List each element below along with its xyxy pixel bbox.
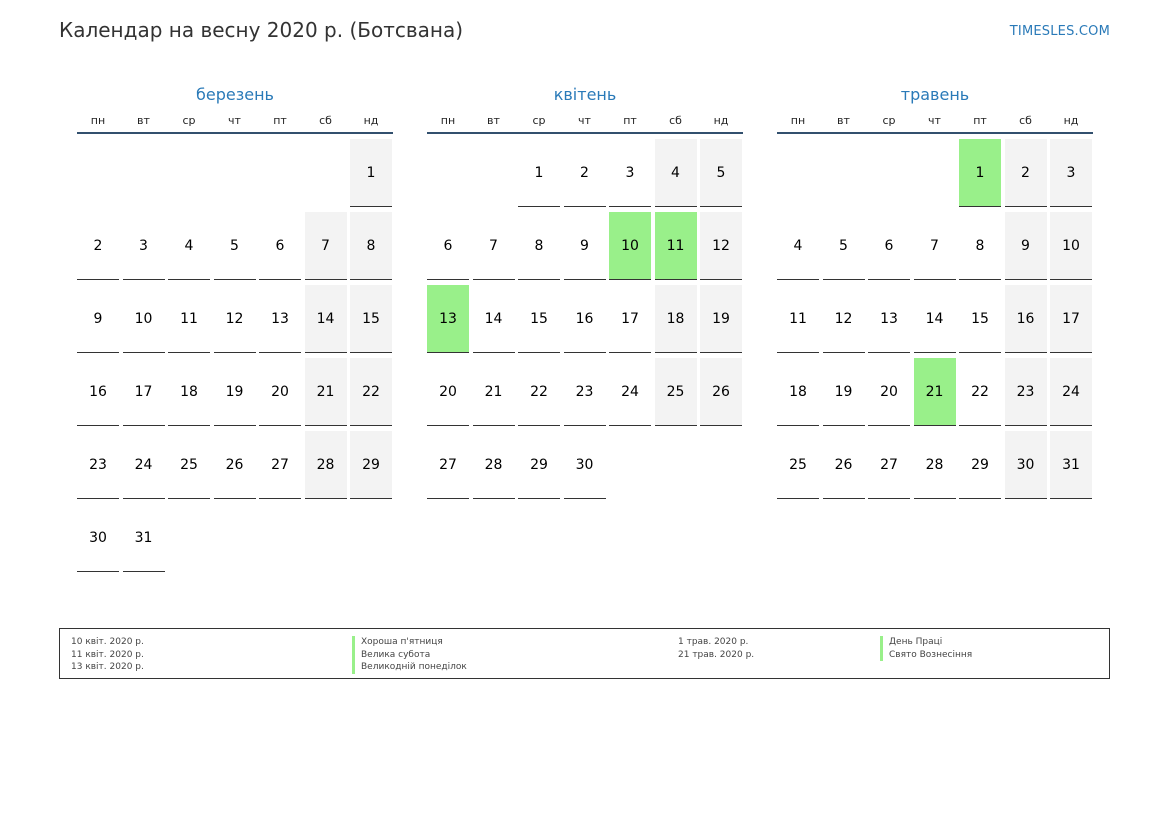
day-grid — [427, 139, 743, 499]
legend-holiday-name: День Праці — [880, 636, 972, 649]
day-cell: 27 — [868, 431, 910, 499]
day-cell: 30 — [77, 504, 119, 572]
weekend-day-cell: 8 — [350, 212, 392, 280]
legend-date: 10 квіт. 2020 р. — [71, 637, 144, 647]
day-cell: 17 — [609, 285, 651, 353]
weekday-header — [77, 108, 393, 134]
empty-cell — [168, 139, 210, 207]
weekday-label: вт — [837, 113, 850, 127]
day-cell: 3 — [123, 212, 165, 280]
day-cell: 9 — [564, 212, 606, 280]
holiday-day-cell: 21 — [914, 358, 956, 426]
weekend-day-cell: 4 — [655, 139, 697, 207]
day-grid — [777, 139, 1093, 499]
day-cell: 5 — [214, 212, 256, 280]
month-name: травень — [900, 85, 970, 104]
weekday-label: нд — [713, 113, 729, 127]
day-cell: 13 — [259, 285, 301, 353]
empty-cell — [868, 139, 910, 207]
day-cell: 15 — [518, 285, 560, 353]
weekday-label: сб — [669, 113, 682, 127]
legend-holiday-name: Свято Вознесіння — [880, 649, 972, 662]
legend-date: 21 трав. 2020 р. — [678, 649, 755, 660]
day-cell: 20 — [868, 358, 910, 426]
weekend-day-cell: 2 — [1005, 139, 1047, 207]
weekday-label: ср — [182, 113, 196, 127]
weekday-label: пт — [273, 113, 287, 127]
legend-holiday-name: Великодній понеділок — [352, 661, 467, 674]
month-calendar-may — [777, 82, 1093, 499]
holiday-day-cell: 10 — [609, 212, 651, 280]
day-cell: 11 — [777, 285, 819, 353]
weekend-day-cell: 25 — [655, 358, 697, 426]
empty-cell — [473, 139, 515, 207]
legend-date: 11 квіт. 2020 р. — [71, 649, 144, 660]
weekday-label: вт — [137, 113, 150, 127]
month-name: квітень — [553, 85, 617, 104]
day-cell: 12 — [823, 285, 865, 353]
weekday-header — [427, 108, 743, 134]
day-cell: 23 — [564, 358, 606, 426]
weekday-label: ср — [882, 113, 896, 127]
day-cell: 11 — [168, 285, 210, 353]
holiday-legend — [59, 628, 1110, 679]
day-cell: 24 — [123, 431, 165, 499]
legend-date: 13 квіт. 2020 р. — [71, 662, 144, 672]
empty-cell — [823, 139, 865, 207]
day-cell: 22 — [959, 358, 1001, 426]
legend-names-left — [353, 636, 467, 674]
day-cell: 8 — [518, 212, 560, 280]
weekend-day-cell: 15 — [350, 285, 392, 353]
site-link[interactable]: TIMESLES.COM — [1009, 24, 1110, 39]
holiday-day-cell: 11 — [655, 212, 697, 280]
day-cell: 19 — [823, 358, 865, 426]
day-cell: 13 — [868, 285, 910, 353]
weekend-day-cell: 19 — [700, 285, 742, 353]
weekend-day-cell: 23 — [1005, 358, 1047, 426]
weekday-label: пт — [973, 113, 987, 127]
weekend-day-cell: 9 — [1005, 212, 1047, 280]
day-cell: 20 — [427, 358, 469, 426]
weekday-label: нд — [1063, 113, 1079, 127]
day-cell: 7 — [914, 212, 956, 280]
day-cell: 27 — [427, 431, 469, 499]
empty-cell — [427, 139, 469, 207]
day-cell: 29 — [959, 431, 1001, 499]
day-cell: 15 — [959, 285, 1001, 353]
legend-holiday-name: Велика субота — [352, 649, 467, 662]
day-cell: 16 — [77, 358, 119, 426]
day-cell: 2 — [564, 139, 606, 207]
day-cell: 6 — [427, 212, 469, 280]
day-cell: 10 — [123, 285, 165, 353]
day-cell: 27 — [259, 431, 301, 499]
empty-cell — [214, 139, 256, 207]
weekday-label: пн — [790, 113, 806, 127]
weekend-day-cell: 12 — [700, 212, 742, 280]
empty-cell — [305, 139, 347, 207]
day-cell: 2 — [77, 212, 119, 280]
day-cell: 14 — [914, 285, 956, 353]
weekend-day-cell: 16 — [1005, 285, 1047, 353]
empty-cell — [914, 139, 956, 207]
day-cell: 18 — [168, 358, 210, 426]
weekend-day-cell: 30 — [1005, 431, 1047, 499]
legend-names-right — [881, 636, 972, 661]
weekend-day-cell: 24 — [1050, 358, 1092, 426]
weekend-day-cell: 21 — [305, 358, 347, 426]
day-cell: 6 — [868, 212, 910, 280]
day-cell: 24 — [609, 358, 651, 426]
day-cell: 14 — [473, 285, 515, 353]
day-cell: 21 — [473, 358, 515, 426]
weekday-label: нд — [363, 113, 379, 127]
weekend-day-cell: 1 — [350, 139, 392, 207]
month-calendar-april — [427, 82, 743, 499]
weekday-label: чт — [228, 113, 241, 127]
weekday-label: сб — [1019, 113, 1032, 127]
day-cell: 7 — [473, 212, 515, 280]
weekday-label: пн — [440, 113, 456, 127]
empty-cell — [259, 139, 301, 207]
day-cell: 19 — [214, 358, 256, 426]
holiday-day-cell: 1 — [959, 139, 1001, 207]
weekend-day-cell: 29 — [350, 431, 392, 499]
day-cell: 25 — [168, 431, 210, 499]
weekend-day-cell: 17 — [1050, 285, 1092, 353]
day-cell: 6 — [259, 212, 301, 280]
day-cell: 1 — [518, 139, 560, 207]
weekend-day-cell: 5 — [700, 139, 742, 207]
day-cell: 8 — [959, 212, 1001, 280]
day-cell: 18 — [777, 358, 819, 426]
weekday-label: пт — [623, 113, 637, 127]
weekend-day-cell: 26 — [700, 358, 742, 426]
day-cell: 29 — [518, 431, 560, 499]
day-cell: 5 — [823, 212, 865, 280]
holiday-day-cell: 13 — [427, 285, 469, 353]
day-cell: 4 — [168, 212, 210, 280]
weekday-label: сб — [319, 113, 332, 127]
day-cell: 22 — [518, 358, 560, 426]
legend-date: 1 трав. 2020 р. — [678, 637, 749, 647]
weekend-day-cell: 28 — [305, 431, 347, 499]
page-title: Календар на весну 2020 р. (Ботсвана) — [59, 18, 464, 42]
day-cell: 4 — [777, 212, 819, 280]
month-calendar-march — [77, 82, 393, 572]
weekday-label: чт — [578, 113, 591, 127]
legend-dates-left — [71, 636, 144, 674]
day-cell: 12 — [214, 285, 256, 353]
empty-cell — [77, 139, 119, 207]
day-cell: 26 — [214, 431, 256, 499]
legend-dates-right — [678, 636, 754, 661]
day-cell: 3 — [609, 139, 651, 207]
weekend-day-cell: 18 — [655, 285, 697, 353]
weekend-day-cell: 22 — [350, 358, 392, 426]
day-cell: 28 — [914, 431, 956, 499]
day-cell: 30 — [564, 431, 606, 499]
weekday-label: вт — [487, 113, 500, 127]
weekend-day-cell: 3 — [1050, 139, 1092, 207]
weekday-label: пн — [90, 113, 106, 127]
day-cell: 25 — [777, 431, 819, 499]
day-grid — [77, 139, 393, 572]
legend-holiday-name: Хороша п'ятниця — [352, 636, 467, 649]
weekend-day-cell: 14 — [305, 285, 347, 353]
day-cell: 23 — [77, 431, 119, 499]
day-cell: 16 — [564, 285, 606, 353]
day-cell: 26 — [823, 431, 865, 499]
day-cell: 20 — [259, 358, 301, 426]
empty-cell — [777, 139, 819, 207]
empty-cell — [123, 139, 165, 207]
weekend-day-cell: 7 — [305, 212, 347, 280]
month-name: березень — [196, 85, 274, 104]
weekend-day-cell: 10 — [1050, 212, 1092, 280]
weekday-label: ср — [532, 113, 546, 127]
weekday-label: чт — [928, 113, 941, 127]
weekday-header — [777, 108, 1093, 134]
day-cell: 28 — [473, 431, 515, 499]
day-cell: 31 — [123, 504, 165, 572]
weekend-day-cell: 31 — [1050, 431, 1092, 499]
day-cell: 17 — [123, 358, 165, 426]
day-cell: 9 — [77, 285, 119, 353]
